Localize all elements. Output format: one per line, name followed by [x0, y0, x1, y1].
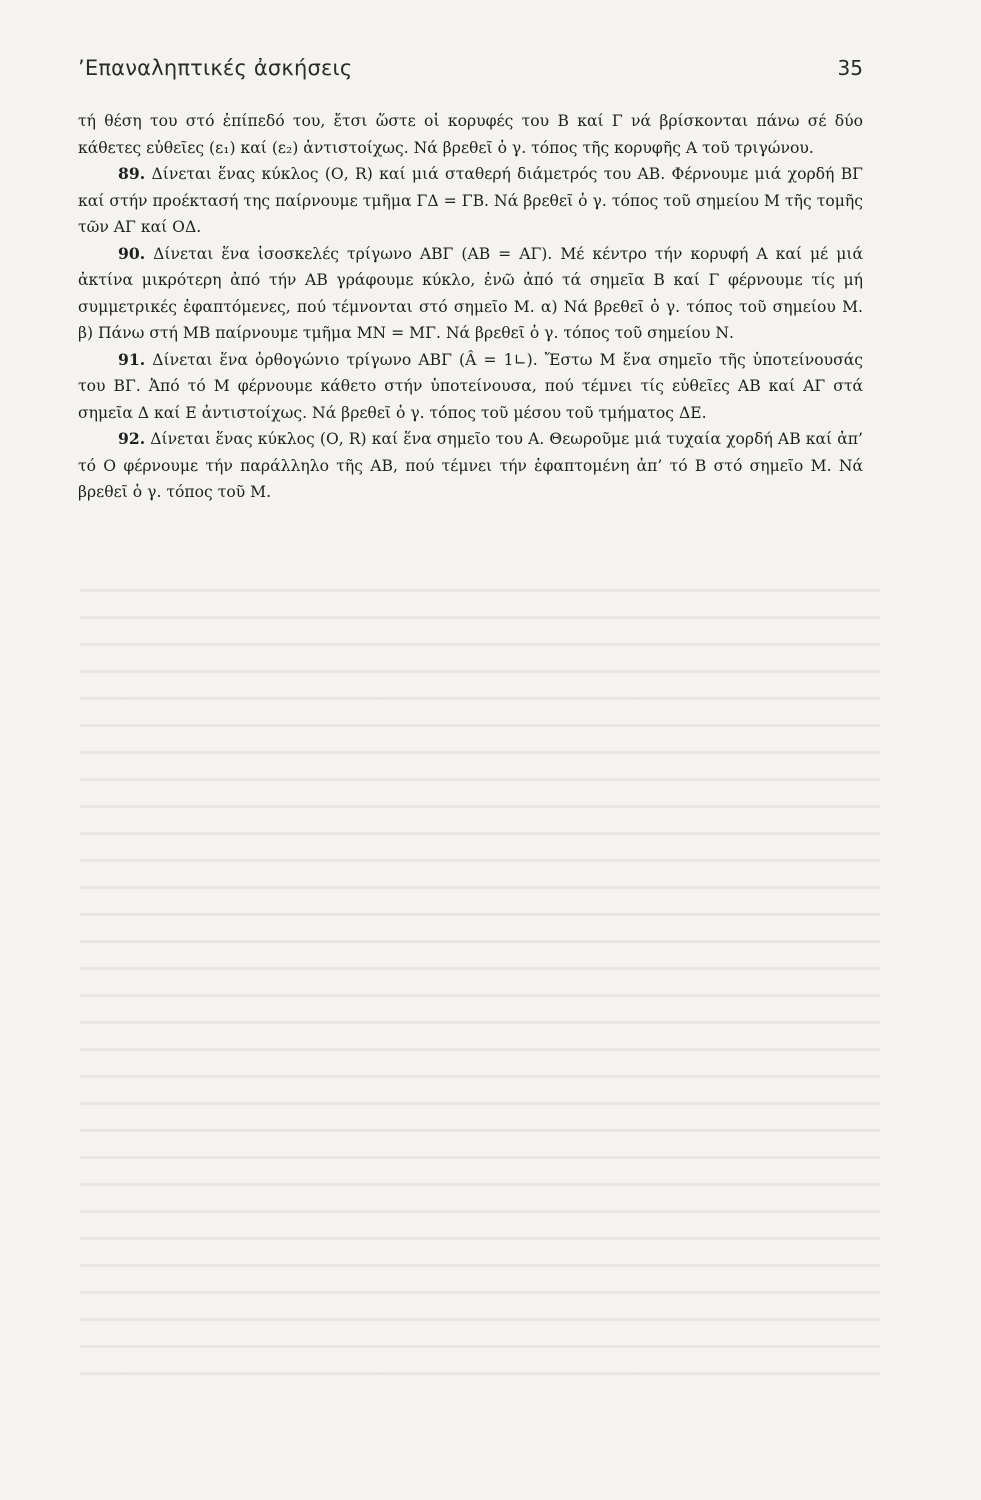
exercise-text-block: [78, 108, 863, 506]
exercise-number: 89.: [118, 164, 146, 183]
exercise-text: Δίνεται ἕνα ἰσοσκελές τρίγωνο ΑΒΓ (ΑΒ = ΑΓ). Μέ κέντρο τήν κορυφή Α καί μέ μιά ἀκτίνα μικρότερη ἀπό τήν ΑΒ γράφουμε κύκλο, ἐνῶ ἀπό τά σημεῖα Β καί Γ φέρνουμε τίς μή συμμετρικές ἐφαπτόμενες, πού τέμνονται στό σημεῖο Μ. α) Νά βρεθεῖ ὁ γ. τόπος τοῦ σημείου Μ. β) Πάνω στή ΜΒ παίρνουμε τμῆμα ΜΝ = ΜΓ. Νά βρεθεῖ ὁ γ. τόπος τοῦ σημείου Ν.: [78, 244, 863, 342]
running-header: [78, 56, 863, 80]
exercise-89: [78, 161, 863, 241]
exercise-text: Δίνεται ἕνα ὀρθογώνιο τρίγωνο ΑΒΓ (Â = 1∟). Ἔστω Μ ἕνα σημεῖο τῆς ὑποτείνουσάς του ΒΓ. Ἀπό τό Μ φέρνουμε κάθετο στήν ὑποτείνουσα, πού τέμνει τίς εὐθεῖες ΑΒ καί ΑΓ στά σημεῖα Δ καί Ε ἀντιστοίχως. Νά βρεθεῖ ὁ γ. τόπος τοῦ μέσου τοῦ τμήματος ΔΕ.: [78, 350, 863, 422]
continuation-paragraph: τή θέση του στό ἐπίπεδό του, ἔτσι ὥστε οἱ κορυφές του Β καί Γ νά βρίσκονται πάνω σέ δύο κάθετες εὐθεῖες (ε₁) καί (ε₂) ἀντιστοίχως. Νά βρεθεῖ ὁ γ. τόπος τῆς κορυφῆς Α τοῦ τριγώνου.: [78, 112, 863, 157]
exercise-90: [78, 241, 863, 347]
exercise-number: 91.: [118, 349, 146, 369]
page-number: 35: [837, 56, 863, 80]
exercise-92: [78, 426, 863, 506]
show-through-texture: [80, 575, 880, 1375]
exercise-91: [78, 347, 863, 427]
exercise-text: Δίνεται ἕνας κύκλος (Ο, R) καί μιά σταθερή διάμετρός του ΑΒ. Φέρνουμε μιά χορδή ΒΓ καί στήν προέκτασή της παίρνουμε τμῆμα ΓΔ = ΓΒ. Νά βρεθεῖ ὁ γ. τόπος τοῦ σημείου Μ τῆς τομῆς τῶν ΑΓ καί ΟΔ.: [78, 165, 863, 236]
running-title: ’Επαναληπτικές ἀσκήσεις: [78, 56, 353, 80]
exercise-text: Δίνεται ἕνας κύκλος (Ο, R) καί ἕνα σημεῖο του Α. Θεωροῦμε μιά τυχαία χορδή ΑΒ καί ἀπ’ τό Ο φέρνουμε τήν παράλληλο τῆς ΑΒ, πού τέμνει τήν ἐφαπτομένη ἀπ’ τό Β στό σημεῖο Μ. Νά βρεθεῖ ὁ γ. τόπος τοῦ Μ.: [78, 430, 863, 501]
exercise-number: 90.: [118, 243, 146, 263]
exercise-number: 92.: [118, 429, 146, 448]
